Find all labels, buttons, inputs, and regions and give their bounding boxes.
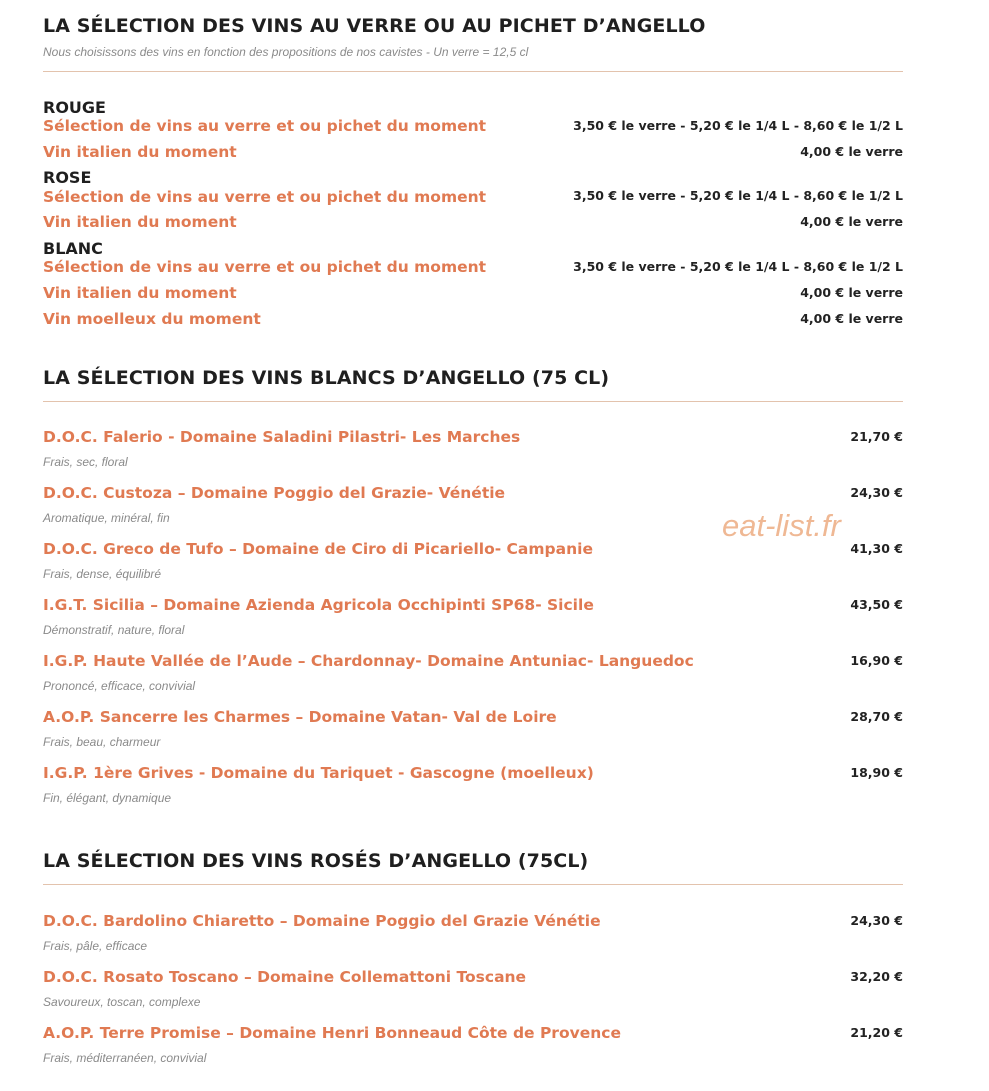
wine-price: 21,70 € xyxy=(850,429,903,444)
wine-name: D.O.C. Greco de Tufo – Domaine de Ciro di Picariello- Campanie xyxy=(43,540,593,558)
wine-price: 32,20 € xyxy=(850,969,903,984)
wine-price: 4,00 € le verre xyxy=(800,311,903,326)
category-blanc: BLANC xyxy=(43,239,103,258)
wine-name: Sélection de vins au verre et ou pichet du moment xyxy=(43,258,487,276)
wine-price: 4,00 € le verre xyxy=(800,285,903,300)
wine-name: Vin italien du moment xyxy=(43,213,237,231)
divider xyxy=(43,71,903,72)
category-rouge: ROUGE xyxy=(43,98,106,117)
wine-description: Savoureux, toscan, complexe xyxy=(43,995,201,1009)
wine-price: 3,50 € le verre - 5,20 € le 1/4 L - 8,60 € le 1/2 L xyxy=(573,118,903,133)
wine-name: I.G.P. 1ère Grives - Domaine du Tariquet - Gascogne (moelleux) xyxy=(43,764,594,782)
divider xyxy=(43,884,903,885)
wine-name: Vin moelleux du moment xyxy=(43,310,261,328)
wine-name: A.O.P. Sancerre les Charmes – Domaine Vatan- Val de Loire xyxy=(43,708,557,726)
wine-price: 28,70 € xyxy=(850,709,903,724)
wine-price: 43,50 € xyxy=(850,597,903,612)
wine-price: 3,50 € le verre - 5,20 € le 1/4 L - 8,60 € le 1/2 L xyxy=(573,188,903,203)
wine-name: D.O.C. Falerio - Domaine Saladini Pilastri- Les Marches xyxy=(43,428,521,446)
wine-description: Frais, beau, charmeur xyxy=(43,735,161,749)
wine-description: Prononcé, efficace, convivial xyxy=(43,679,196,693)
category-rose: ROSE xyxy=(43,168,92,187)
wine-name: Sélection de vins au verre et ou pichet du moment xyxy=(43,188,487,206)
wine-price: 16,90 € xyxy=(850,653,903,668)
section-title-blancs: LA SÉLECTION DES VINS BLANCS D’ANGELLO (75 CL) xyxy=(43,367,610,389)
wine-name: Vin italien du moment xyxy=(43,284,237,302)
wine-description: Frais, dense, équilibré xyxy=(43,567,162,581)
wine-description: Frais, pâle, efficace xyxy=(43,939,148,953)
wine-price: 4,00 € le verre xyxy=(800,144,903,159)
section-title-roses: LA SÉLECTION DES VINS ROSÉS D’ANGELLO (75CL) xyxy=(43,850,589,872)
wine-price: 24,30 € xyxy=(850,913,903,928)
wine-name: I.G.T. Sicilia – Domaine Azienda Agricola Occhipinti SP68- Sicile xyxy=(43,596,594,614)
wine-description: Frais, sec, floral xyxy=(43,455,128,469)
wine-name: D.O.C. Bardolino Chiaretto – Domaine Poggio del Grazie Vénétie xyxy=(43,912,601,930)
wine-name: I.G.P. Haute Vallée de l’Aude – Chardonnay- Domaine Antuniac- Languedoc xyxy=(43,652,694,670)
section-subtitle-verre: Nous choisissons des vins en fonction des propositions de nos cavistes - Un verre = 12,5 cl xyxy=(43,45,529,59)
wine-name: D.O.C. Custoza – Domaine Poggio del Grazie- Vénétie xyxy=(43,484,506,502)
watermark: eat-list.fr xyxy=(722,508,841,543)
wine-name: Vin italien du moment xyxy=(43,143,237,161)
wine-description: Démonstratif, nature, floral xyxy=(43,623,185,637)
wine-name: A.O.P. Terre Promise – Domaine Henri Bonneaud Côte de Provence xyxy=(43,1024,621,1042)
wine-price: 24,30 € xyxy=(850,485,903,500)
section-title-verre: LA SÉLECTION DES VINS AU VERRE OU AU PICHET D’ANGELLO xyxy=(43,15,706,37)
wine-description: Frais, méditerranéen, convivial xyxy=(43,1051,207,1065)
wine-description: Fin, élégant, dynamique xyxy=(43,791,172,805)
wine-name: D.O.C. Rosato Toscano – Domaine Collemattoni Toscane xyxy=(43,968,527,986)
wine-price: 3,50 € le verre - 5,20 € le 1/4 L - 8,60 € le 1/2 L xyxy=(573,259,903,274)
wine-price: 21,20 € xyxy=(850,1025,903,1040)
wine-price: 4,00 € le verre xyxy=(800,214,903,229)
wine-price: 41,30 € xyxy=(850,541,903,556)
divider xyxy=(43,401,903,402)
wine-description: Aromatique, minéral, fin xyxy=(43,511,170,525)
wine-name: Sélection de vins au verre et ou pichet du moment xyxy=(43,117,487,135)
wine-price: 18,90 € xyxy=(850,765,903,780)
